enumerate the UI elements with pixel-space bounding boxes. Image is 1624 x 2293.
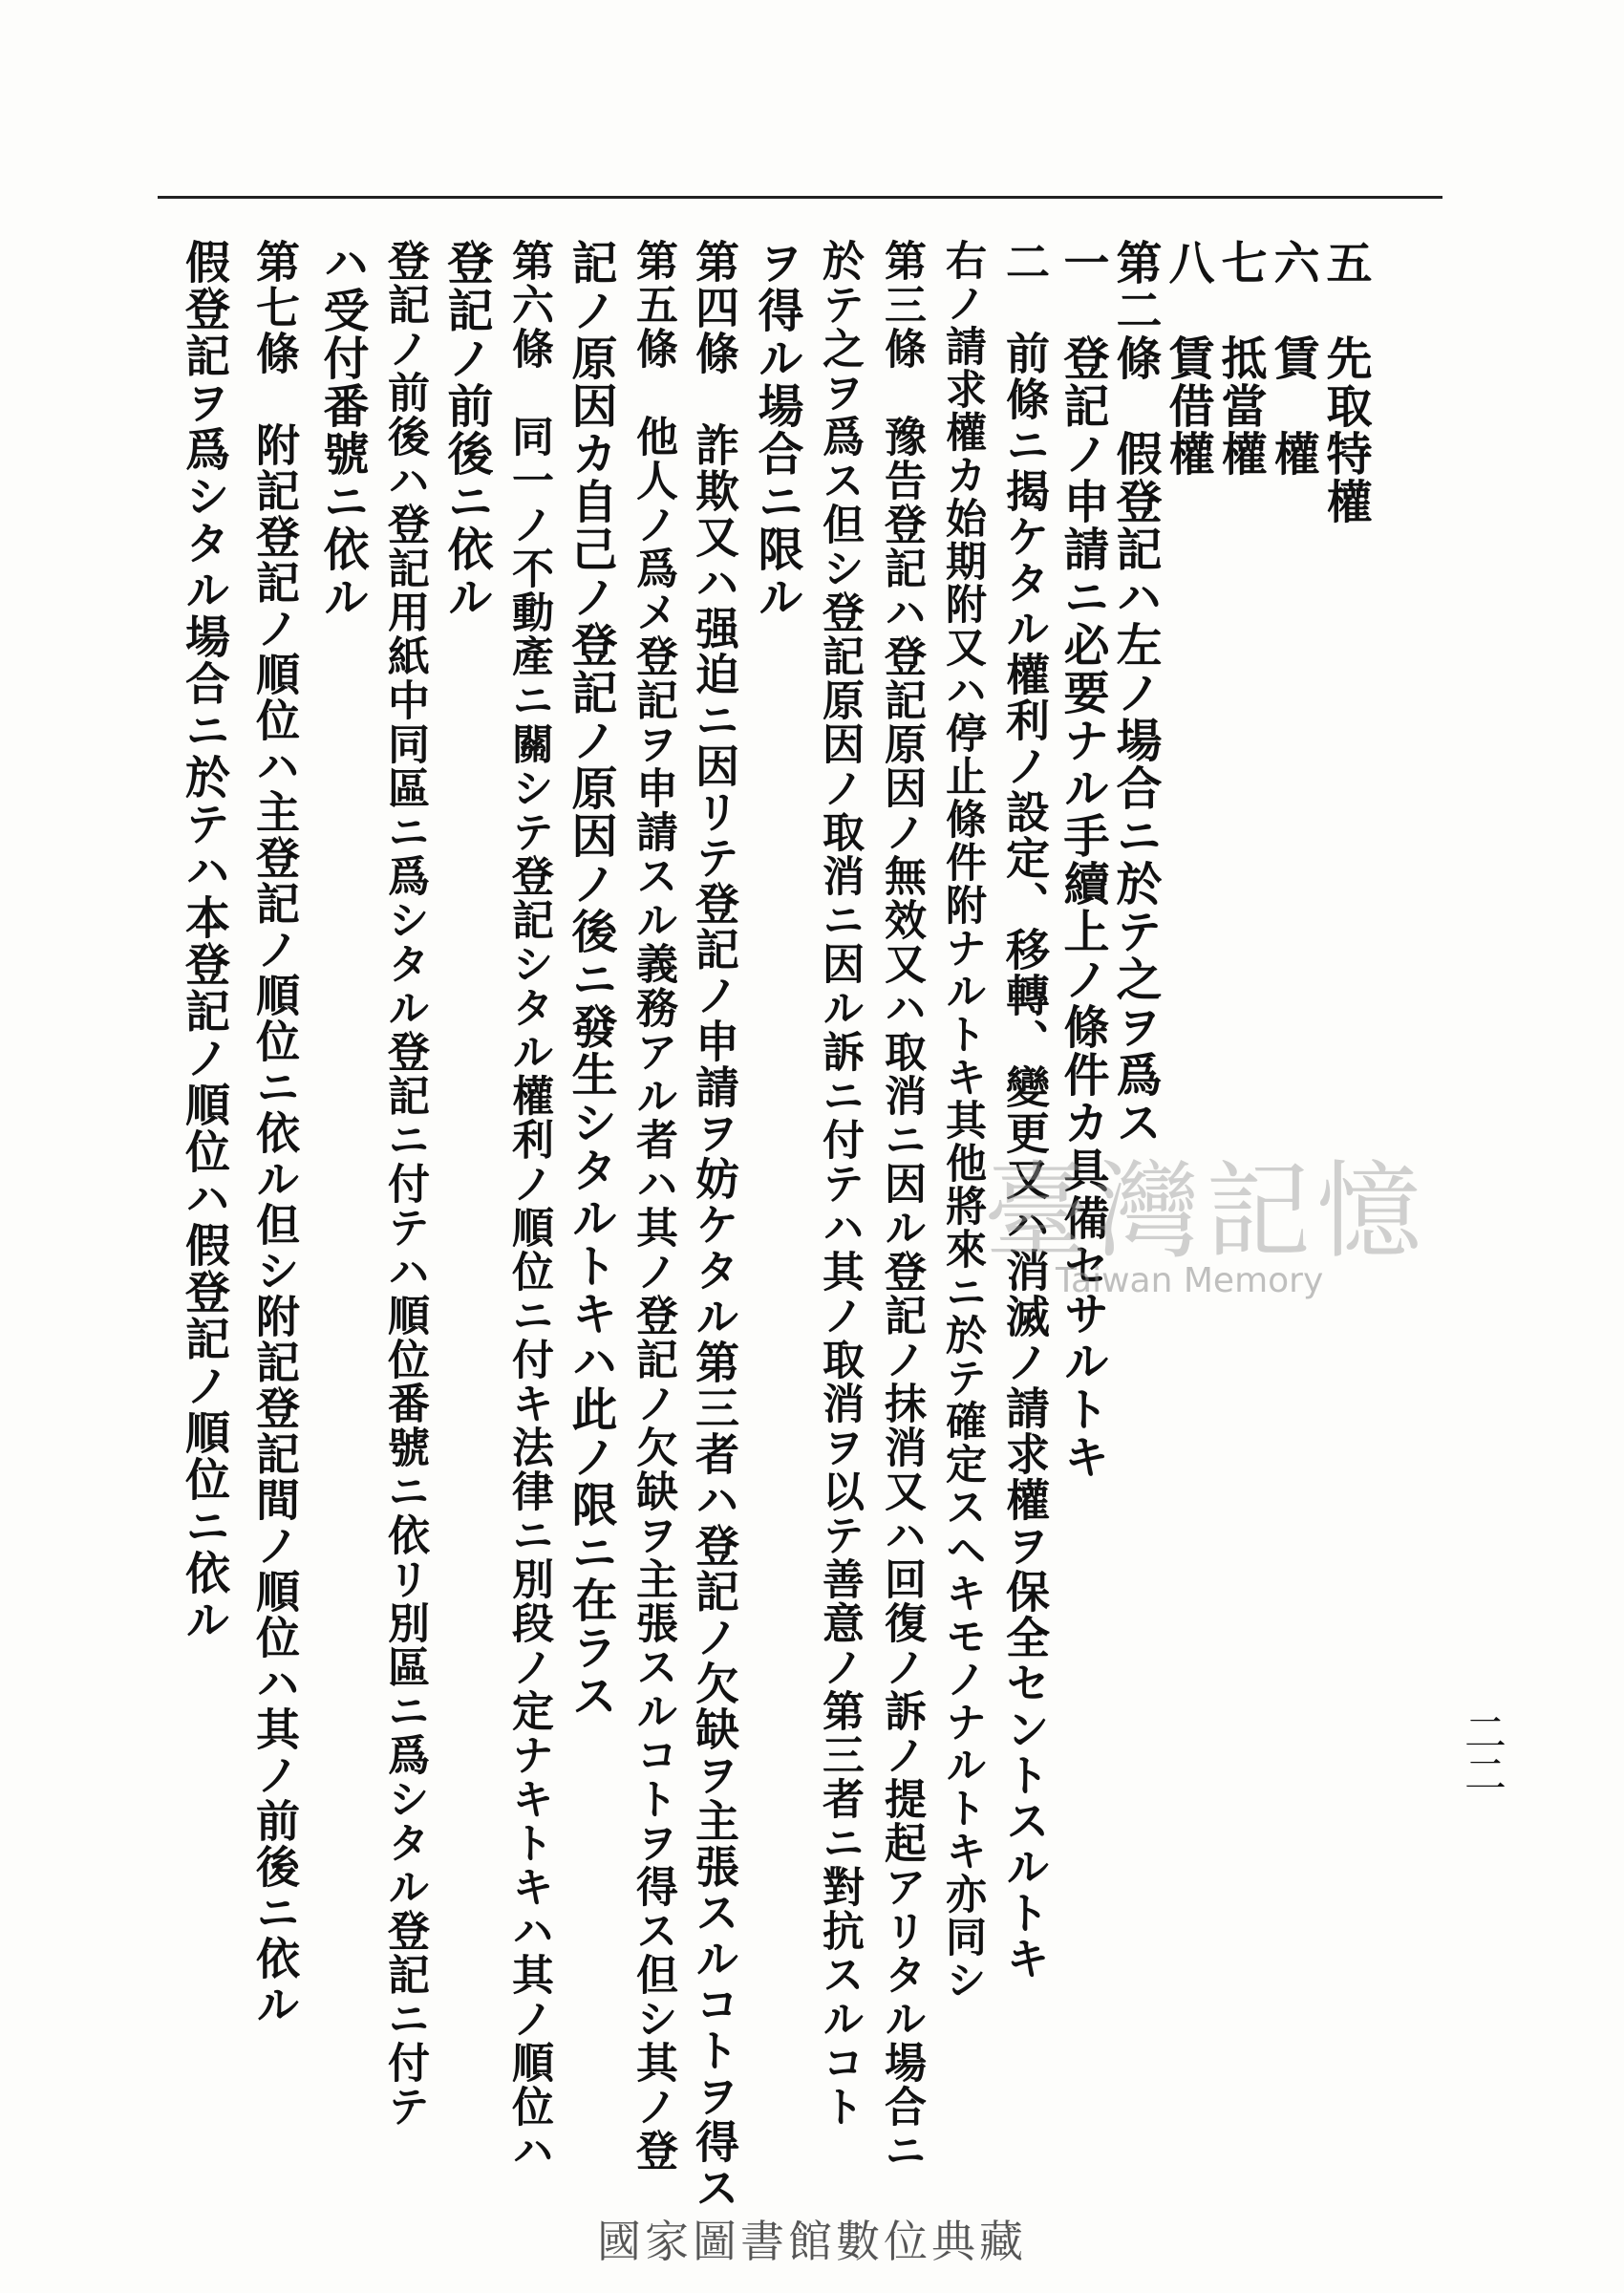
- text-column-18: ハ受付番號ニ依ル: [315, 239, 369, 621]
- text-column-2: 六 賃 權: [1266, 239, 1319, 478]
- text-column-9: 第三條 豫告登記ハ登記原因ノ無效又ハ取消ニ因ル登記ノ抹消又ハ回復ノ訴ノ提起アリタル場合ニ: [877, 239, 926, 2173]
- text-column-16: 登記ノ前後ニ依ル: [439, 239, 493, 621]
- page-number: 二二: [1457, 1710, 1506, 1794]
- text-column-17: 登記ノ前後ハ登記用紙中同區ニ爲シタル登記ニ付テハ順位番號ニ依リ別區ニ爲シタル登記ニ付テ: [380, 239, 429, 2129]
- text-column-5: 第二條 假登記ハ左ノ場合ニ於テ之ヲ爲ス: [1108, 239, 1162, 1146]
- text-column-12: 第四條 詐欺又ハ强迫ニ因リテ登記ノ申請ヲ妨ケタル第三者ハ登記ノ欠缺ヲ主張スルコトヲ得ス: [689, 239, 740, 2211]
- text-column-15: 第六條 同一ノ不動產ニ關シテ登記シタル權利ノ順位ニ付キ法律ニ別段ノ定ナキトキハ其ノ順位ハ: [504, 239, 553, 2173]
- text-column-4: 八 賃借權: [1161, 239, 1214, 478]
- text-column-11: ヲ得ル場合ニ限ル: [750, 239, 803, 621]
- watermark-caption: Taiwan Memory: [1056, 1261, 1324, 1300]
- text-column-7: 二 前條ニ揭ケタル權利ノ設定、移轉、變更又ハ消滅ノ請求權ヲ保全セントスルトキ: [999, 239, 1051, 1982]
- text-column-10: 於テ之ヲ爲ス但シ登記原因ノ取消ニ因ル訴ニ付テハ其ノ取消ヲ以テ善意ノ第三者ニ對抗スルコト: [815, 239, 864, 2129]
- watermark-logo: 臺灣記憶: [984, 1150, 1427, 1273]
- text-column-3: 七 抵當權: [1213, 239, 1267, 478]
- footer-credit: 國家圖書館數位典藏: [597, 2216, 1027, 2267]
- header-rule: [158, 196, 1442, 199]
- text-column-8: 右ノ請求權カ始期附又ハ停止條件附ナルトキ其他將來ニ於テ確定スヘキモノナルトキ亦同シ: [939, 239, 987, 2002]
- text-column-14: 記ノ原因カ自己ノ登記ノ原因ノ後ニ發生シタルトキハ此ノ限ニ在ラス: [564, 239, 617, 1720]
- text-column-19: 第七條 附記登記ノ順位ハ主登記ノ順位ニ依ル但シ附記登記間ノ順位ハ其ノ前後ニ依ル: [249, 239, 301, 2027]
- text-column-20: 假登記ヲ爲シタル場合ニ於テハ本登記ノ順位ハ假登記ノ順位ニ依ル: [178, 239, 230, 1643]
- text-column-6: 一 登記ノ申請ニ必要ナル手續上ノ條件カ具備セサルトキ: [1056, 239, 1109, 1481]
- text-column-1: 五 先取特權: [1318, 239, 1372, 525]
- text-column-13: 第五條 他人ノ爲メ登記ヲ申請スル義務アル者ハ其ノ登記ノ欠缺ヲ主張スルコトヲ得ス但シ其ノ登: [629, 239, 677, 2173]
